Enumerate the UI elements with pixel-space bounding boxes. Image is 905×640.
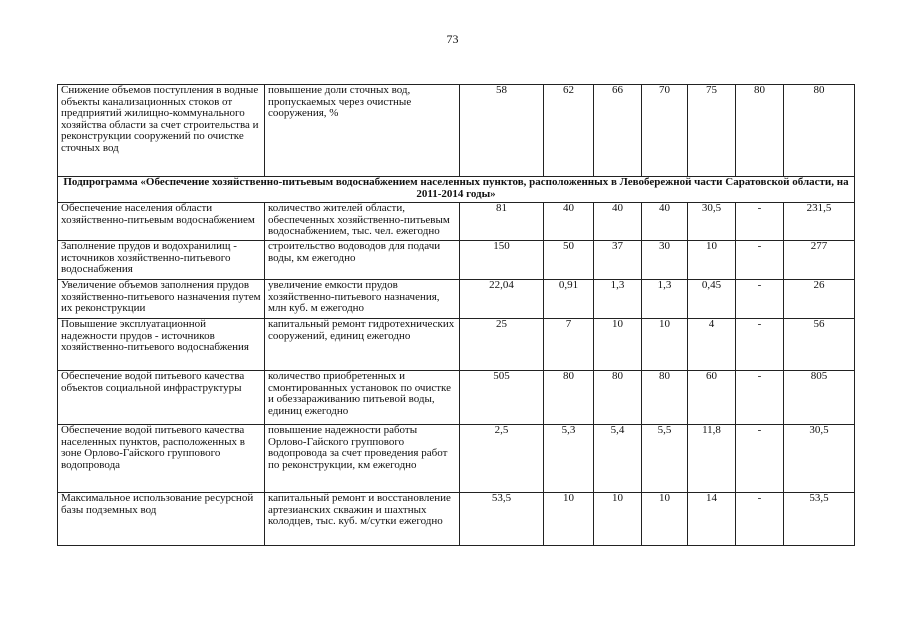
value-cell: 0,91 (544, 280, 594, 319)
goal-cell: Снижение объемов поступления в водные объекты канализационных стоков от предприятий жилищно-коммунального хозяйства области за счет строительства и реконструкции сооружений по очистке сточных вод (58, 85, 265, 177)
indicator-cell: количество жителей области, обеспеченных хозяйственно-питьевым водоснабжением, тыс. чел. ежегодно (265, 203, 460, 241)
indicator-cell: количество приобретенных и смонтированных установок по очистке и обеззараживанию питьевой воды, единиц ежегодно (265, 371, 460, 425)
value-cell: 10 (594, 319, 642, 371)
value-cell: - (736, 280, 784, 319)
value-cell: 5,5 (642, 425, 688, 493)
value-cell: 40 (642, 203, 688, 241)
value-cell: 4 (688, 319, 736, 371)
value-cell: - (736, 241, 784, 280)
value-cell: - (736, 493, 784, 546)
value-cell: - (736, 371, 784, 425)
value-cell: 10 (544, 493, 594, 546)
value-cell: 81 (460, 203, 544, 241)
value-cell: 10 (688, 241, 736, 280)
value-cell: 62 (544, 85, 594, 177)
table-row (58, 280, 855, 319)
table-row (58, 425, 855, 493)
value-cell: 53,5 (784, 493, 855, 546)
value-cell: 80 (784, 85, 855, 177)
value-cell: 80 (642, 371, 688, 425)
value-cell: 80 (594, 371, 642, 425)
goal-cell: Обеспечение водой питьевого качества населенных пунктов, расположенных в зоне Орлово-Гайского группового водопровода (58, 425, 265, 493)
page-number: 73 (446, 32, 459, 46)
goal-cell: Повышение эксплуатационной надежности прудов - источников хозяйственно-питьевого водоснабжения (58, 319, 265, 371)
table-row (58, 371, 855, 425)
value-cell: 5,3 (544, 425, 594, 493)
value-cell: 1,3 (594, 280, 642, 319)
value-cell: 80 (736, 85, 784, 177)
value-cell: 22,04 (460, 280, 544, 319)
value-cell: 37 (594, 241, 642, 280)
goal-cell: Максимальное использование ресурсной базы подземных вод (58, 493, 265, 546)
value-cell: 30,5 (688, 203, 736, 241)
table-row (58, 241, 855, 280)
value-cell: 7 (544, 319, 594, 371)
indicator-cell: капитальный ремонт гидротехнических сооружений, единиц ежегодно (265, 319, 460, 371)
value-cell: 5,4 (594, 425, 642, 493)
value-cell: 1,3 (642, 280, 688, 319)
value-cell: 53,5 (460, 493, 544, 546)
value-cell: 26 (784, 280, 855, 319)
table-row (58, 493, 855, 546)
value-cell: 2,5 (460, 425, 544, 493)
value-cell: 40 (594, 203, 642, 241)
value-cell: 10 (594, 493, 642, 546)
table-row (58, 203, 855, 241)
subprogram-title: Подпрограмма «Обеспечение хозяйственно-питьевым водоснабжением населенных пунктов, расположенных в Левобережной части Саратовской области, на 2011-2014 годы» (58, 177, 855, 203)
indicator-cell: повышение доли сточных вод, пропускаемых через очистные сооружения, % (265, 85, 460, 177)
value-cell: - (736, 425, 784, 493)
value-cell: 70 (642, 85, 688, 177)
value-cell: - (736, 319, 784, 371)
value-cell: 231,5 (784, 203, 855, 241)
value-cell: 150 (460, 241, 544, 280)
goal-cell: Увеличение объемов заполнения прудов хозяйственно-питьевого назначения путем их реконструкции (58, 280, 265, 319)
value-cell: 80 (544, 371, 594, 425)
value-cell: 50 (544, 241, 594, 280)
goal-cell: Обеспечение водой питьевого качества объектов социальной инфраструктуры (58, 371, 265, 425)
value-cell: 60 (688, 371, 736, 425)
value-cell: 505 (460, 371, 544, 425)
goal-cell: Заполнение прудов и водохранилищ - источников хозяйственно-питьевого водоснабжения (58, 241, 265, 280)
value-cell: 11,8 (688, 425, 736, 493)
value-cell: 0,45 (688, 280, 736, 319)
goal-cell: Обеспечение населения области хозяйственно-питьевым водоснабжением (58, 203, 265, 241)
value-cell: 40 (544, 203, 594, 241)
value-cell: 25 (460, 319, 544, 371)
indicator-cell: строительство водоводов для подачи воды, км ежегодно (265, 241, 460, 280)
indicator-cell: повышение надежности работы Орлово-Гайского группового водопровода за счет проведения работ по реконструкции, км ежегодно (265, 425, 460, 493)
value-cell: 66 (594, 85, 642, 177)
indicator-cell: капитальный ремонт и восстановление артезианских скважин и шахтных колодцев, тыс. куб. м/сутки ежегодно (265, 493, 460, 546)
value-cell: 10 (642, 493, 688, 546)
value-cell: 56 (784, 319, 855, 371)
value-cell: 14 (688, 493, 736, 546)
value-cell: 805 (784, 371, 855, 425)
table-row (58, 319, 855, 371)
value-cell: - (736, 203, 784, 241)
value-cell: 277 (784, 241, 855, 280)
value-cell: 58 (460, 85, 544, 177)
table-row (58, 85, 855, 177)
value-cell: 30,5 (784, 425, 855, 493)
subprogram-header-row (58, 177, 855, 203)
value-cell: 75 (688, 85, 736, 177)
indicator-cell: увеличение емкости прудов хозяйственно-питьевого назначения, млн куб. м ежегодно (265, 280, 460, 319)
indicators-table (57, 84, 855, 546)
value-cell: 10 (642, 319, 688, 371)
value-cell: 30 (642, 241, 688, 280)
